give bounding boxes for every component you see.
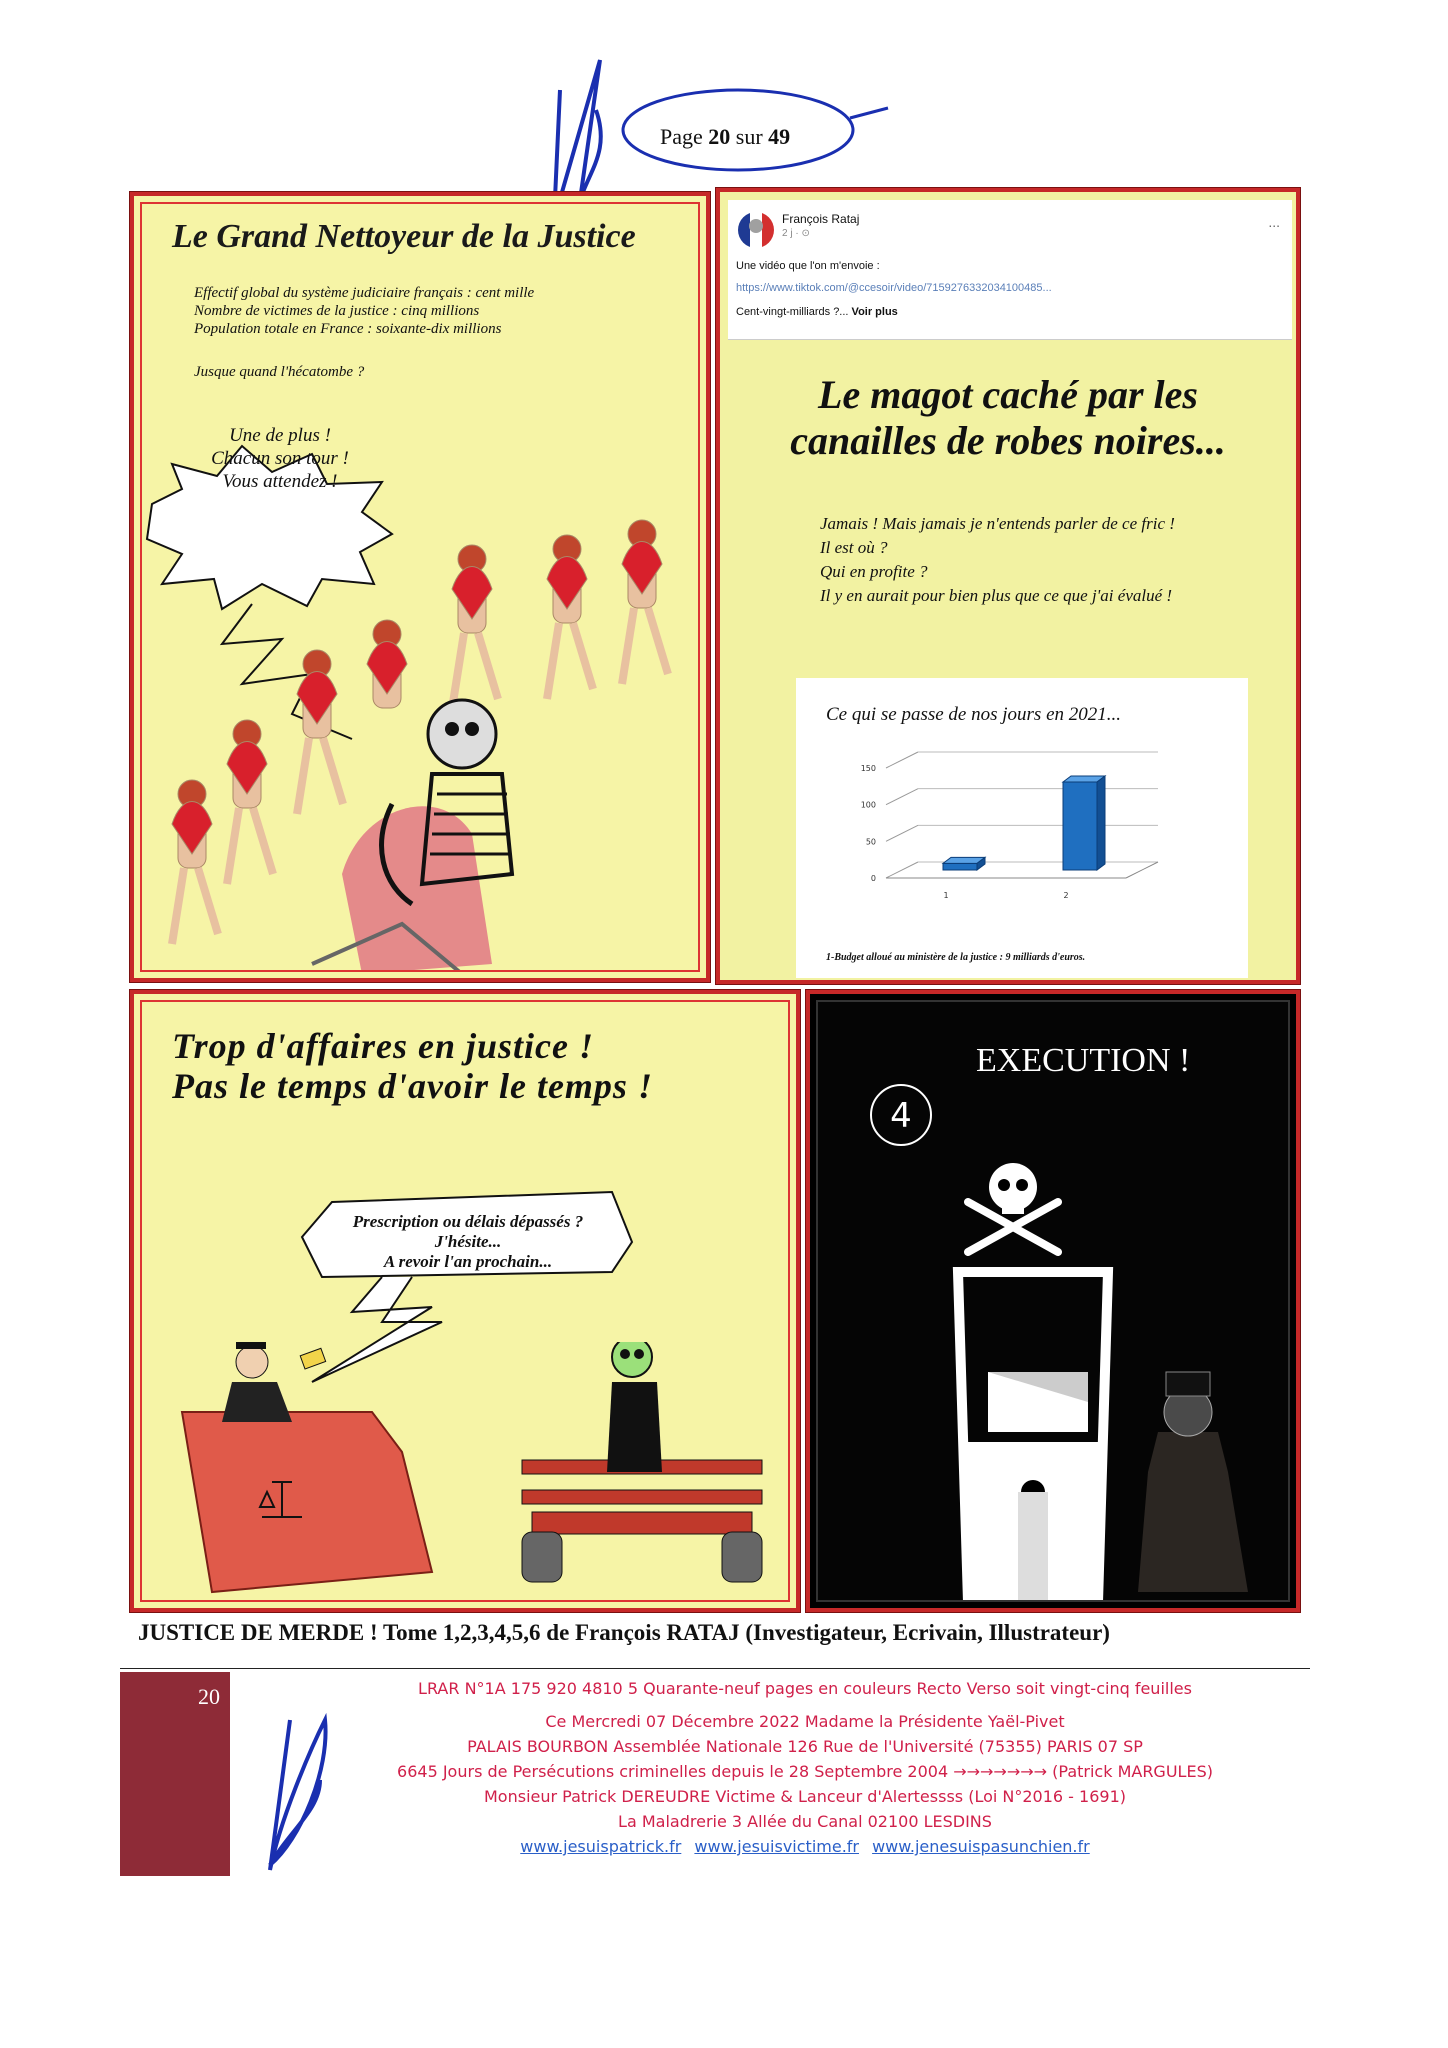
link-jesuispatrick[interactable]: www.jesuispatrick.fr: [520, 1837, 682, 1856]
title-line: Trop d'affaires en justice !: [172, 1026, 594, 1066]
page-label: Page: [660, 124, 703, 149]
gridline-side: [886, 825, 918, 841]
chart-title: Ce qui se passe de nos jours en 2021...: [826, 704, 1122, 725]
title-line: Le magot caché par les: [818, 372, 1198, 417]
bubble-line: J'hésite...: [434, 1232, 502, 1251]
post-link[interactable]: https://www.tiktok.com/@ccesoir/video/7159276332034100485...: [736, 282, 1052, 294]
footer-line: Ce Mercredi 07 Décembre 2022 Madame la Présidente Yaël-Pivet: [545, 1712, 1065, 1731]
y-tick-label: 50: [865, 837, 876, 847]
bar-chart: [796, 718, 1248, 958]
judge-and-skeleton-illustration: [142, 1342, 790, 1602]
text-line: Qui en profite ?: [820, 562, 928, 581]
panel-trop-affaires: [130, 990, 800, 1612]
text-line: Il y en aurait pour bien plus que ce que j'ai évalué !: [820, 586, 1173, 605]
more-options-icon[interactable]: ...: [1268, 214, 1280, 230]
footer-line: La Maladrerie 3 Allée du Canal 02100 LESDINS: [618, 1812, 992, 1831]
x-tick-label: 2: [1063, 891, 1069, 900]
post-time: 2 j · ⊙: [782, 228, 810, 239]
page-caption: JUSTICE DE MERDE ! Tome 1,2,3,4,5,6 de François RATAJ (Investigateur, Ecrivain, Illustrateur): [138, 1620, 1110, 1645]
footer-line: PALAIS BOURBON Assemblée Nationale 126 Rue de l'Université (75355) PARIS 07 SP: [467, 1737, 1143, 1756]
footer-line: 6645 Jours de Persécutions criminelles depuis le 28 Septembre 2004 →→→→→→→ (Patrick MARGULES): [397, 1762, 1213, 1781]
gridline-side: [886, 862, 918, 878]
divider: [120, 1668, 1310, 1669]
bubble-line: Vous attendez !: [222, 471, 338, 492]
title-line: canailles de robes noires...: [790, 418, 1226, 463]
panel3-bubble-text: [318, 1212, 618, 1272]
panel-magot-cache: [716, 188, 1300, 984]
footer-line: Monsieur Patrick DEREUDRE Victime & Lanceur d'Alertessss (Loi N°2016 - 1691): [484, 1787, 1126, 1806]
panel4-title: EXECUTION !: [976, 1042, 1191, 1079]
post-author[interactable]: François Rataj: [782, 212, 860, 226]
text-line: Il est où ?: [820, 538, 888, 557]
bubble-line: Prescription ou délais dépassés ?: [352, 1212, 584, 1231]
skeleton-figure: [312, 700, 512, 972]
bar-side: [1097, 776, 1105, 870]
facebook-post-card: [728, 200, 1292, 340]
footer-address-block: [300, 1676, 1310, 1859]
link-jenesuispasunchien[interactable]: www.jenesuispasunchien.fr: [872, 1837, 1090, 1856]
page-current: 20: [708, 124, 731, 149]
link-jesuisvictime[interactable]: www.jesuisvictime.fr: [694, 1837, 859, 1856]
footer-links: [300, 1834, 1310, 1859]
bar: [943, 863, 977, 870]
post-text: Une vidéo que l'on m'envoie :: [736, 260, 880, 272]
bubble-line: A revoir l'an prochain...: [383, 1252, 553, 1271]
avatar: [738, 212, 774, 248]
y-tick-label: 150: [860, 764, 876, 773]
stat-line: Nombre de victimes de la justice : cinq millions: [194, 303, 480, 319]
panel2-title: [720, 372, 1296, 464]
panel1-question: Jusque quand l'hécatombe ?: [194, 364, 365, 380]
panel1-stats: [194, 284, 534, 338]
bar-chart-card: [796, 678, 1248, 978]
post-text-line: Cent-vingt-milliards ?...: [736, 306, 849, 318]
text-line: Jamais ! Mais jamais je n'entends parler de ce fric !: [820, 514, 1175, 533]
footer-page-number: 20: [198, 1684, 220, 1709]
panel1-title: Le Grand Nettoyeur de la Justice: [172, 218, 636, 255]
x-axis-depth: [1126, 862, 1158, 878]
footer-line: LRAR N°1A 175 920 4810 5 Quarante-neuf pages en couleurs Recto Verso soit vingt-cinq feuilles: [418, 1679, 1192, 1698]
panel-execution: [806, 990, 1300, 1612]
see-more-link[interactable]: Voir plus: [851, 306, 898, 318]
dancers-illustration: [142, 404, 700, 972]
page-indicator: [660, 124, 790, 150]
post-text-more: [736, 306, 898, 318]
panel-grand-nettoyeur: [130, 192, 710, 982]
stat-line: Effectif global du système judiciaire français : cent mille: [194, 285, 535, 301]
guillotine-illustration: [928, 1262, 1288, 1602]
page-of: sur: [735, 124, 763, 149]
y-tick-label: 100: [860, 800, 876, 810]
y-tick-label: 0: [870, 874, 876, 883]
stat-line: Population totale en France : soixante-dix millions: [194, 321, 502, 337]
bar: [1063, 782, 1097, 870]
title-line: Pas le temps d'avoir le temps !: [172, 1066, 653, 1106]
panel3-title: [172, 1026, 653, 1106]
page-total: 49: [768, 124, 791, 149]
skull-crossbones-icon: [958, 1152, 1068, 1262]
bubble-line: Chacun son tour !: [211, 448, 349, 469]
svg-text:4: 4: [890, 1096, 912, 1136]
circled-number: [866, 1080, 936, 1150]
x-tick-label: 1: [943, 891, 949, 900]
gridline-side: [886, 789, 918, 805]
gridline-side: [886, 752, 918, 768]
panel2-text: [820, 512, 1175, 608]
chart-footnote: 1-Budget alloué au ministère de la justice : 9 milliards d'euros.: [826, 952, 1086, 963]
bubble-line: Une de plus !: [229, 425, 331, 446]
